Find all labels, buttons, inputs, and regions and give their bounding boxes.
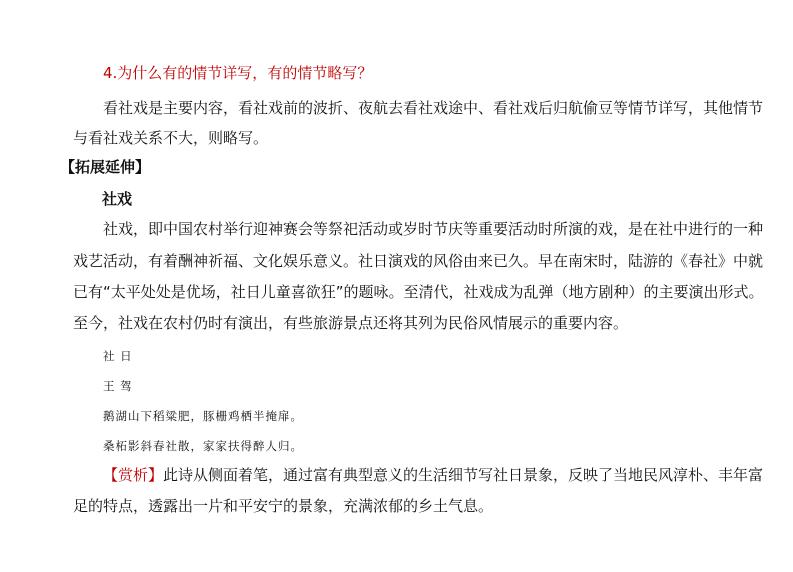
appreciation-line-2: 足的特点，透露出一片和平安宁的景象，充满浓郁的乡土气息。 (73, 497, 494, 515)
paragraph-line-1: 社戏，即中国农村举行迎神赛会等祭祀活动或岁时节庆等重要活动时所演的戏，是在社中进行的一种 (103, 220, 764, 238)
answer-line-2: 与看社戏关系不大，则略写。 (73, 129, 269, 147)
poem-line-1: 鹅湖山下稻粱肥，豚栅鸡栖半掩扉。 (103, 409, 303, 423)
answer-line-1: 看社戏是主要内容，看社戏前的波折、夜航去看社戏途中、看社戏后归航偷豆等情节详写，其他情节 (103, 99, 764, 117)
paragraph-line-2: 戏艺活动，有着酬神祈福、文化娱乐意义。社日演戏的风俗由来已久。早在南宋时，陆游的《春社》中就 (73, 252, 764, 270)
appreciation-text-1: 此诗从侧面着笔，通过富有典型意义的生活细节写社日景象，反映了当地民风淳朴、丰年富 (163, 466, 764, 484)
poem-author: 王 驾 (103, 379, 133, 393)
appreciation-tag: 【赏析】 (103, 466, 164, 484)
paragraph-line-3: 已有“太平处处是优场，社日儿童喜欲狂”的题咏。至清代，社戏成为乱弹（地方剧种）的主要演出形式。 (73, 283, 764, 301)
paragraph-line-4: 至今，社戏在农村仍时有演出，有些旅游景点还将其列为民俗风情展示的重要内容。 (73, 314, 629, 332)
question-title: 4.为什么有的情节详写，有的情节略写？ (103, 64, 373, 82)
poem-line-2: 桑柘影斜春社散，家家扶得醉人归。 (103, 439, 303, 453)
section-heading: 【拓展延伸】 (60, 158, 151, 176)
appreciation-line-1 (103, 465, 763, 485)
poem-title: 社 日 (103, 349, 133, 363)
section-subheading: 社戏 (102, 190, 133, 208)
